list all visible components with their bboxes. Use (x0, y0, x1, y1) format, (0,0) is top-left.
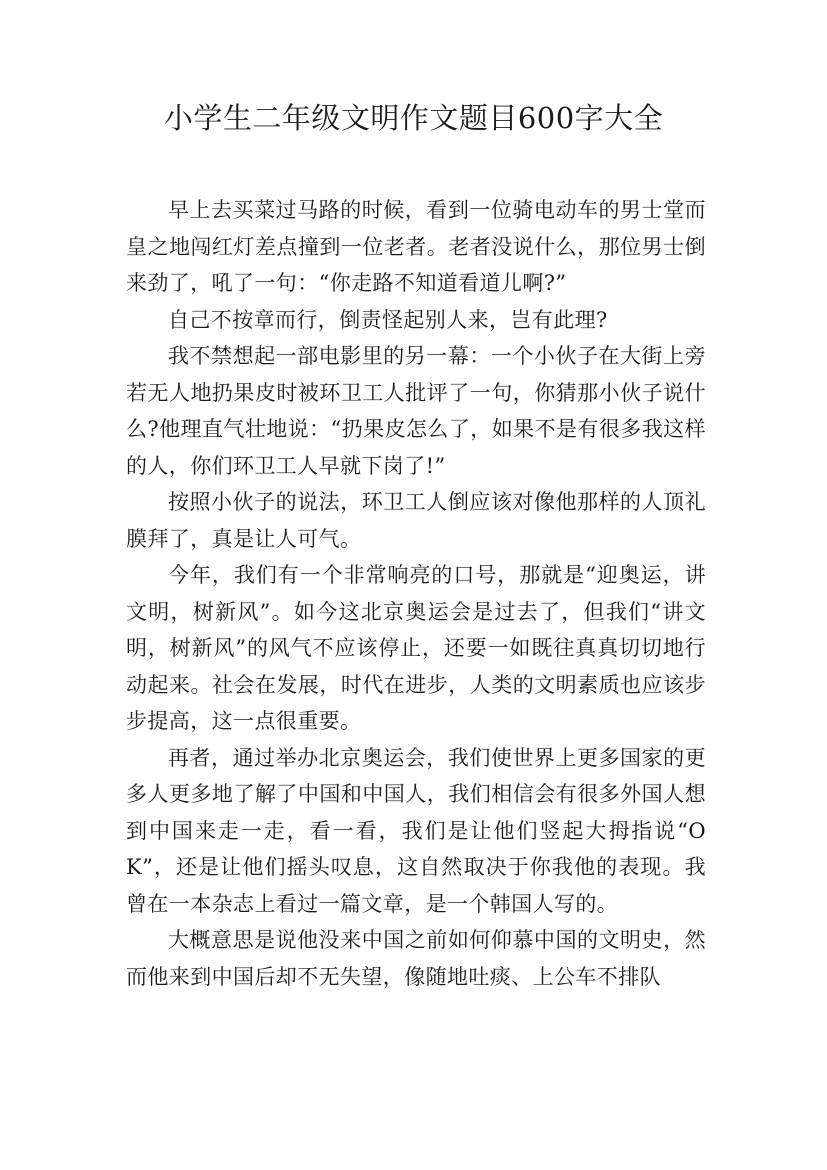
paragraph-5: 今年，我们有一个非常响亮的口号，那就是“迎奥运，讲文明，树新风”。如今这北京奥运会是过去了，但我们“讲文明，树新风”的风气不应该停止，还要一如既往真真切切地行动起来。社会在发展，时代在进步，人类的文明素质也应该步步提高，这一点很重要。 (126, 563, 706, 733)
paragraph-4: 按照小伙子的说法，环卫工人倒应该对像他那样的人顶礼膜拜了，真是让人可气。 (126, 490, 706, 551)
document-title: 小学生二年级文明作文题目600字大全 (163, 101, 664, 135)
paragraph-3: 我不禁想起一部电影里的另一幕：一个小伙子在大街上旁若无人地扔果皮时被环卫工人批评了一句，你猜那小伙子说什么?他理直气壮地说：“扔果皮怎么了，如果不是有很多我这样的人，你们环卫工人早就下岗了!” (126, 344, 706, 478)
paragraph-7: 大概意思是说他没来中国之前如何仰慕中国的文明史，然而他来到中国后却不无失望，像随地吐痰、上公车不排队 (126, 928, 706, 989)
paragraph-1: 早上去买菜过马路的时候，看到一位骑电动车的男士堂而皇之地闯红灯差点撞到一位老者。老者没说什么，那位男士倒来劲了，吼了一句：“你走路不知道看道儿啊?” (126, 198, 706, 295)
paragraph-6: 再者，通过举办北京奥运会，我们使世界上更多国家的更多人更多地了解了中国和中国人，我们相信会有很多外国人想到中国来走一走，看一看，我们是让他们竖起大拇指说“OK”，还是让他们摇头叹息，这自然取决于你我他的表现。我曾在一本杂志上看过一篇文章，是一个韩国人写的。 (126, 745, 706, 916)
paragraph-2: 自己不按章而行，倒责怪起别人来，岂有此理? (168, 307, 608, 332)
document-body (126, 192, 706, 995)
